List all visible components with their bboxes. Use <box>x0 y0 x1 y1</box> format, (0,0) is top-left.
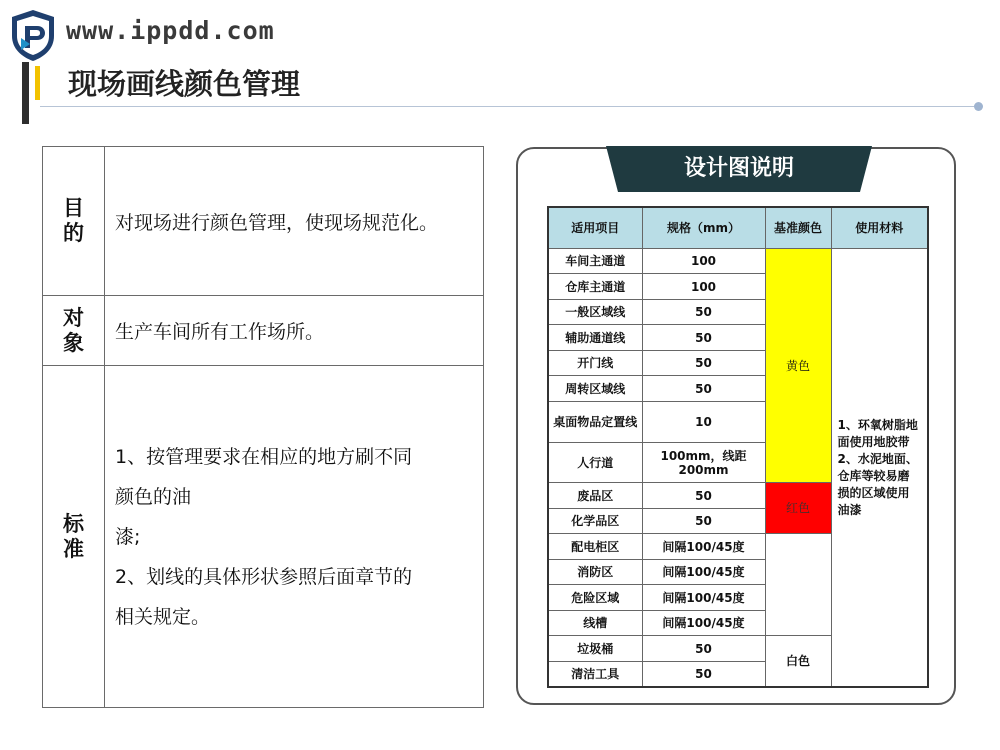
divider-dot <box>974 102 983 111</box>
cell-spec: 50 <box>642 508 765 533</box>
cell-item: 辅助通道线 <box>548 325 642 350</box>
row-content-purpose: 对现场进行颜色管理，使现场规范化。 <box>105 147 484 296</box>
color-yellow-cell: 黄色 <box>765 249 831 483</box>
cell-spec: 50 <box>642 376 765 401</box>
cell-spec: 50 <box>642 325 765 350</box>
table-row <box>43 366 484 708</box>
cell-item: 消防区 <box>548 559 642 584</box>
purpose-table <box>42 146 484 708</box>
cell-spec: 间隔100/45度 <box>642 585 765 610</box>
cell-spec: 100 <box>642 274 765 299</box>
cell-spec: 50 <box>642 636 765 661</box>
site-url[interactable]: www.ippdd.com <box>66 16 275 45</box>
cell-spec: 10 <box>642 401 765 442</box>
standard-line: 相关规定。 <box>115 605 211 628</box>
cell-item: 线槽 <box>548 610 642 635</box>
col-header-item: 适用项目 <box>548 207 642 249</box>
cell-item: 人行道 <box>548 442 642 483</box>
color-white-cell: 白色 <box>765 636 831 687</box>
row-content-standard <box>105 366 484 708</box>
cell-item: 危险区域 <box>548 585 642 610</box>
title-accent-bar <box>22 62 29 124</box>
col-header-spec: 规格（mm） <box>642 207 765 249</box>
cell-spec: 间隔100/45度 <box>642 610 765 635</box>
cell-spec: 50 <box>642 661 765 687</box>
material-cell: 1、环氧树脂地面使用地胶带 2、水泥地面、仓库等较易磨损的区域使用油漆 <box>831 249 928 688</box>
row-label-object: 对 象 <box>43 296 105 366</box>
row-label-standard: 标 准 <box>43 366 105 708</box>
color-red-cell: 红色 <box>765 483 831 534</box>
col-header-color: 基准颜色 <box>765 207 831 249</box>
standard-line: 漆; <box>115 525 141 548</box>
standard-line: 颜色的油 <box>115 485 192 508</box>
cell-spec: 50 <box>642 483 765 508</box>
page-title: 现场画线颜色管理 <box>68 67 301 101</box>
standard-line: 1、按管理要求在相应的地方刷不同 <box>115 445 413 468</box>
cell-item: 化学品区 <box>548 508 642 533</box>
cell-item: 周转区域线 <box>548 376 642 401</box>
cell-spec: 50 <box>642 299 765 324</box>
cell-spec: 50 <box>642 350 765 375</box>
cell-item: 垃圾桶 <box>548 636 642 661</box>
spec-table <box>547 206 929 688</box>
cell-item: 车间主通道 <box>548 249 642 274</box>
cell-spec: 100mm，线距200mm <box>642 442 765 483</box>
color-empty-cell <box>765 534 831 636</box>
cell-item: 清洁工具 <box>548 661 642 687</box>
site-logo-icon <box>8 8 58 62</box>
cell-item: 仓库主通道 <box>548 274 642 299</box>
cell-spec: 间隔100/45度 <box>642 559 765 584</box>
col-header-material: 使用材料 <box>831 207 928 249</box>
row-label-purpose: 目 的 <box>43 147 105 296</box>
table-row <box>43 296 484 366</box>
standard-line: 2、划线的具体形状参照后面章节的 <box>115 565 413 588</box>
cell-spec: 100 <box>642 249 765 274</box>
title-accent-yellow <box>35 66 40 100</box>
cell-item: 桌面物品定置线 <box>548 401 642 442</box>
table-row <box>43 147 484 296</box>
cell-item: 一般区域线 <box>548 299 642 324</box>
row-content-object: 生产车间所有工作场所。 <box>105 296 484 366</box>
cell-item: 废品区 <box>548 483 642 508</box>
cell-item: 配电柜区 <box>548 534 642 559</box>
panel-title: 设计图说明 <box>683 156 794 181</box>
title-divider <box>40 106 976 107</box>
table-row <box>548 249 928 274</box>
cell-item: 开门线 <box>548 350 642 375</box>
cell-spec: 间隔100/45度 <box>642 534 765 559</box>
